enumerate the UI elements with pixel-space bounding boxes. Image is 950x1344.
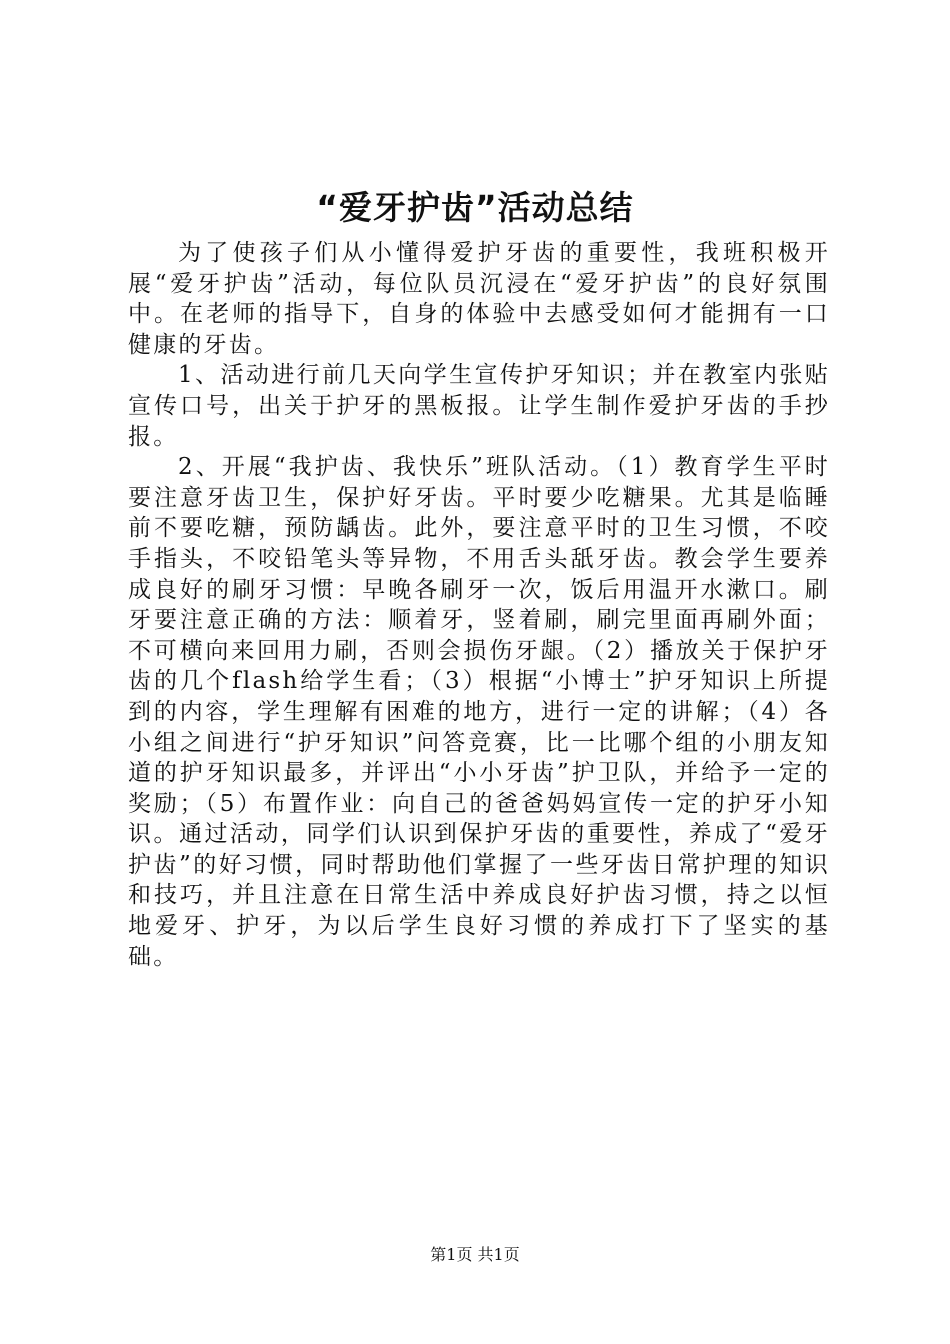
paragraph-item-1: 1、活动进行前几天向学生宣传护牙知识；并在教室内张贴宣传口号，出关于护牙的黑板报。让学生制作爱护牙齿的手抄报。	[128, 362, 830, 450]
document-title: “爱牙护齿”活动总结	[316, 188, 634, 227]
paragraph-item-2: 2、开展“我护齿、我快乐”班队活动。（1）教育学生平时要注意牙齿卫生，保护好牙齿。平时要少吃糖果。尤其是临睡前不要吃糖，预防龋齿。此外，要注意平时的卫生习惯，不咬手指头，不咬铅笔头等异物，不用舌头舐牙齿。教会学生要养成良好的刷牙习惯：早晚各刷牙一次，饭后用温开水漱口。刷牙要注意正确的方法：顺着牙，竖着刷，刷完里面再刷外面；不可横向来回用力刷，否则会损伤牙龈。（2）播放关于保护牙齿的几个flash给学生看；（3）根据“小博士”护牙知识上所提到的内容，学生理解有困难的地方，进行一定的讲解；（4）各小组之间进行“护牙知识”问答竞赛，比一比哪个组的小朋友知道的护牙知识最多，并评出“小小牙齿”护卫队，并给予一定的奖励；（5）布置作业：向自己的爸爸妈妈宣传一定的护牙小知识。通过活动，同学们认识到保护牙齿的重要性，养成了“爱牙护齿”的好习惯，同时帮助他们掌握了一些牙齿日常护理的知识和技巧，并且注意在日常生活中养成良好护齿习惯，持之以恒地爱牙、护牙，为以后学生良好习惯的养成打下了坚实的基础。	[128, 454, 830, 970]
document-body	[128, 238, 830, 972]
page-number-footer: 第1页 共1页	[430, 1245, 520, 1264]
paragraph-intro: 为了使孩子们从小懂得爱护牙齿的重要性，我班积极开展“爱牙护齿”活动，每位队员沉浸在“爱牙护齿”的良好氛围中。在老师的指导下，自身的体验中去感受如何才能拥有一口健康的牙齿。	[128, 240, 830, 358]
